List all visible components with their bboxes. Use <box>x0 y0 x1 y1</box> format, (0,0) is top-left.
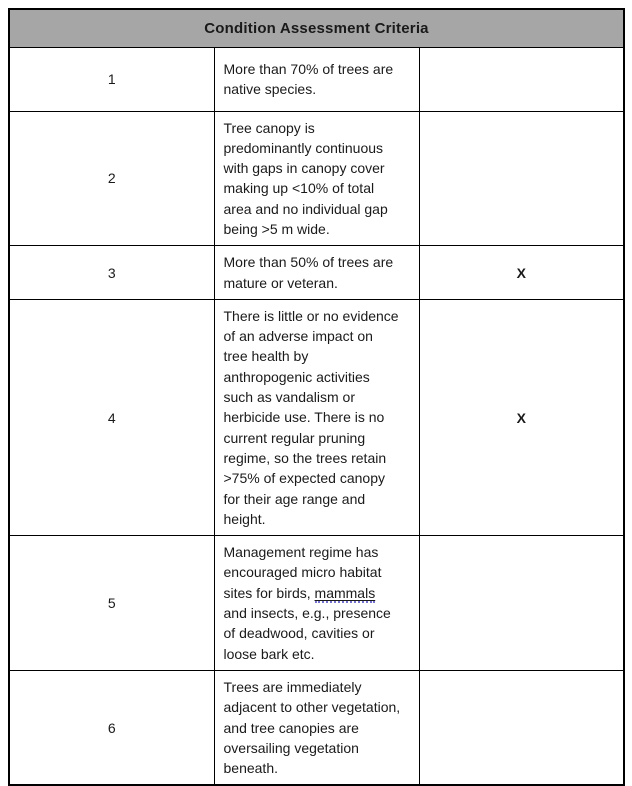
criterion-text-before: Management regime has encouraged micro habitat sites for birds, <box>223 544 382 601</box>
table-row <box>9 246 624 300</box>
criterion-text: Trees are immediately adjacent to other vegetation, and tree canopies are oversailing vegetation beneath. <box>214 670 419 785</box>
row-number: 5 <box>9 536 214 671</box>
row-number: 4 <box>9 299 214 535</box>
row-number: 3 <box>9 246 214 300</box>
table-row <box>9 670 624 785</box>
table-row <box>9 111 624 246</box>
row-number: 2 <box>9 111 214 246</box>
criterion-text: More than 50% of trees are mature or veteran. <box>214 246 419 300</box>
check-mark-cell <box>419 47 624 111</box>
criterion-text: Tree canopy is predominantly continuous with gaps in canopy cover making up <10% of total area and no individual gap being >5 m wide. <box>214 111 419 246</box>
table-row <box>9 536 624 671</box>
criteria-table <box>8 8 625 786</box>
check-mark-cell <box>419 111 624 246</box>
criterion-text-after: and insects, e.g., presence of deadwood, cavities or loose bark etc. <box>223 605 391 662</box>
criterion-text: More than 70% of trees are native species. <box>214 47 419 111</box>
table-row <box>9 47 624 111</box>
criterion-text: There is little or no evidence of an adverse impact on tree health by anthropogenic activities such as vandalism or herbicide use. There is no current regular pruning regime, so the trees retain >75% of expected canopy for their age range and height. <box>214 299 419 535</box>
table-title: Condition Assessment Criteria <box>9 9 624 47</box>
criterion-text <box>214 536 419 671</box>
check-mark-cell: X <box>419 246 624 300</box>
row-number: 1 <box>9 47 214 111</box>
check-mark-cell <box>419 536 624 671</box>
spellcheck-flagged-word: mammals <box>314 584 376 601</box>
table-row <box>9 299 624 535</box>
check-mark-cell <box>419 670 624 785</box>
check-mark-cell: X <box>419 299 624 535</box>
header-row <box>9 9 624 47</box>
row-number: 6 <box>9 670 214 785</box>
